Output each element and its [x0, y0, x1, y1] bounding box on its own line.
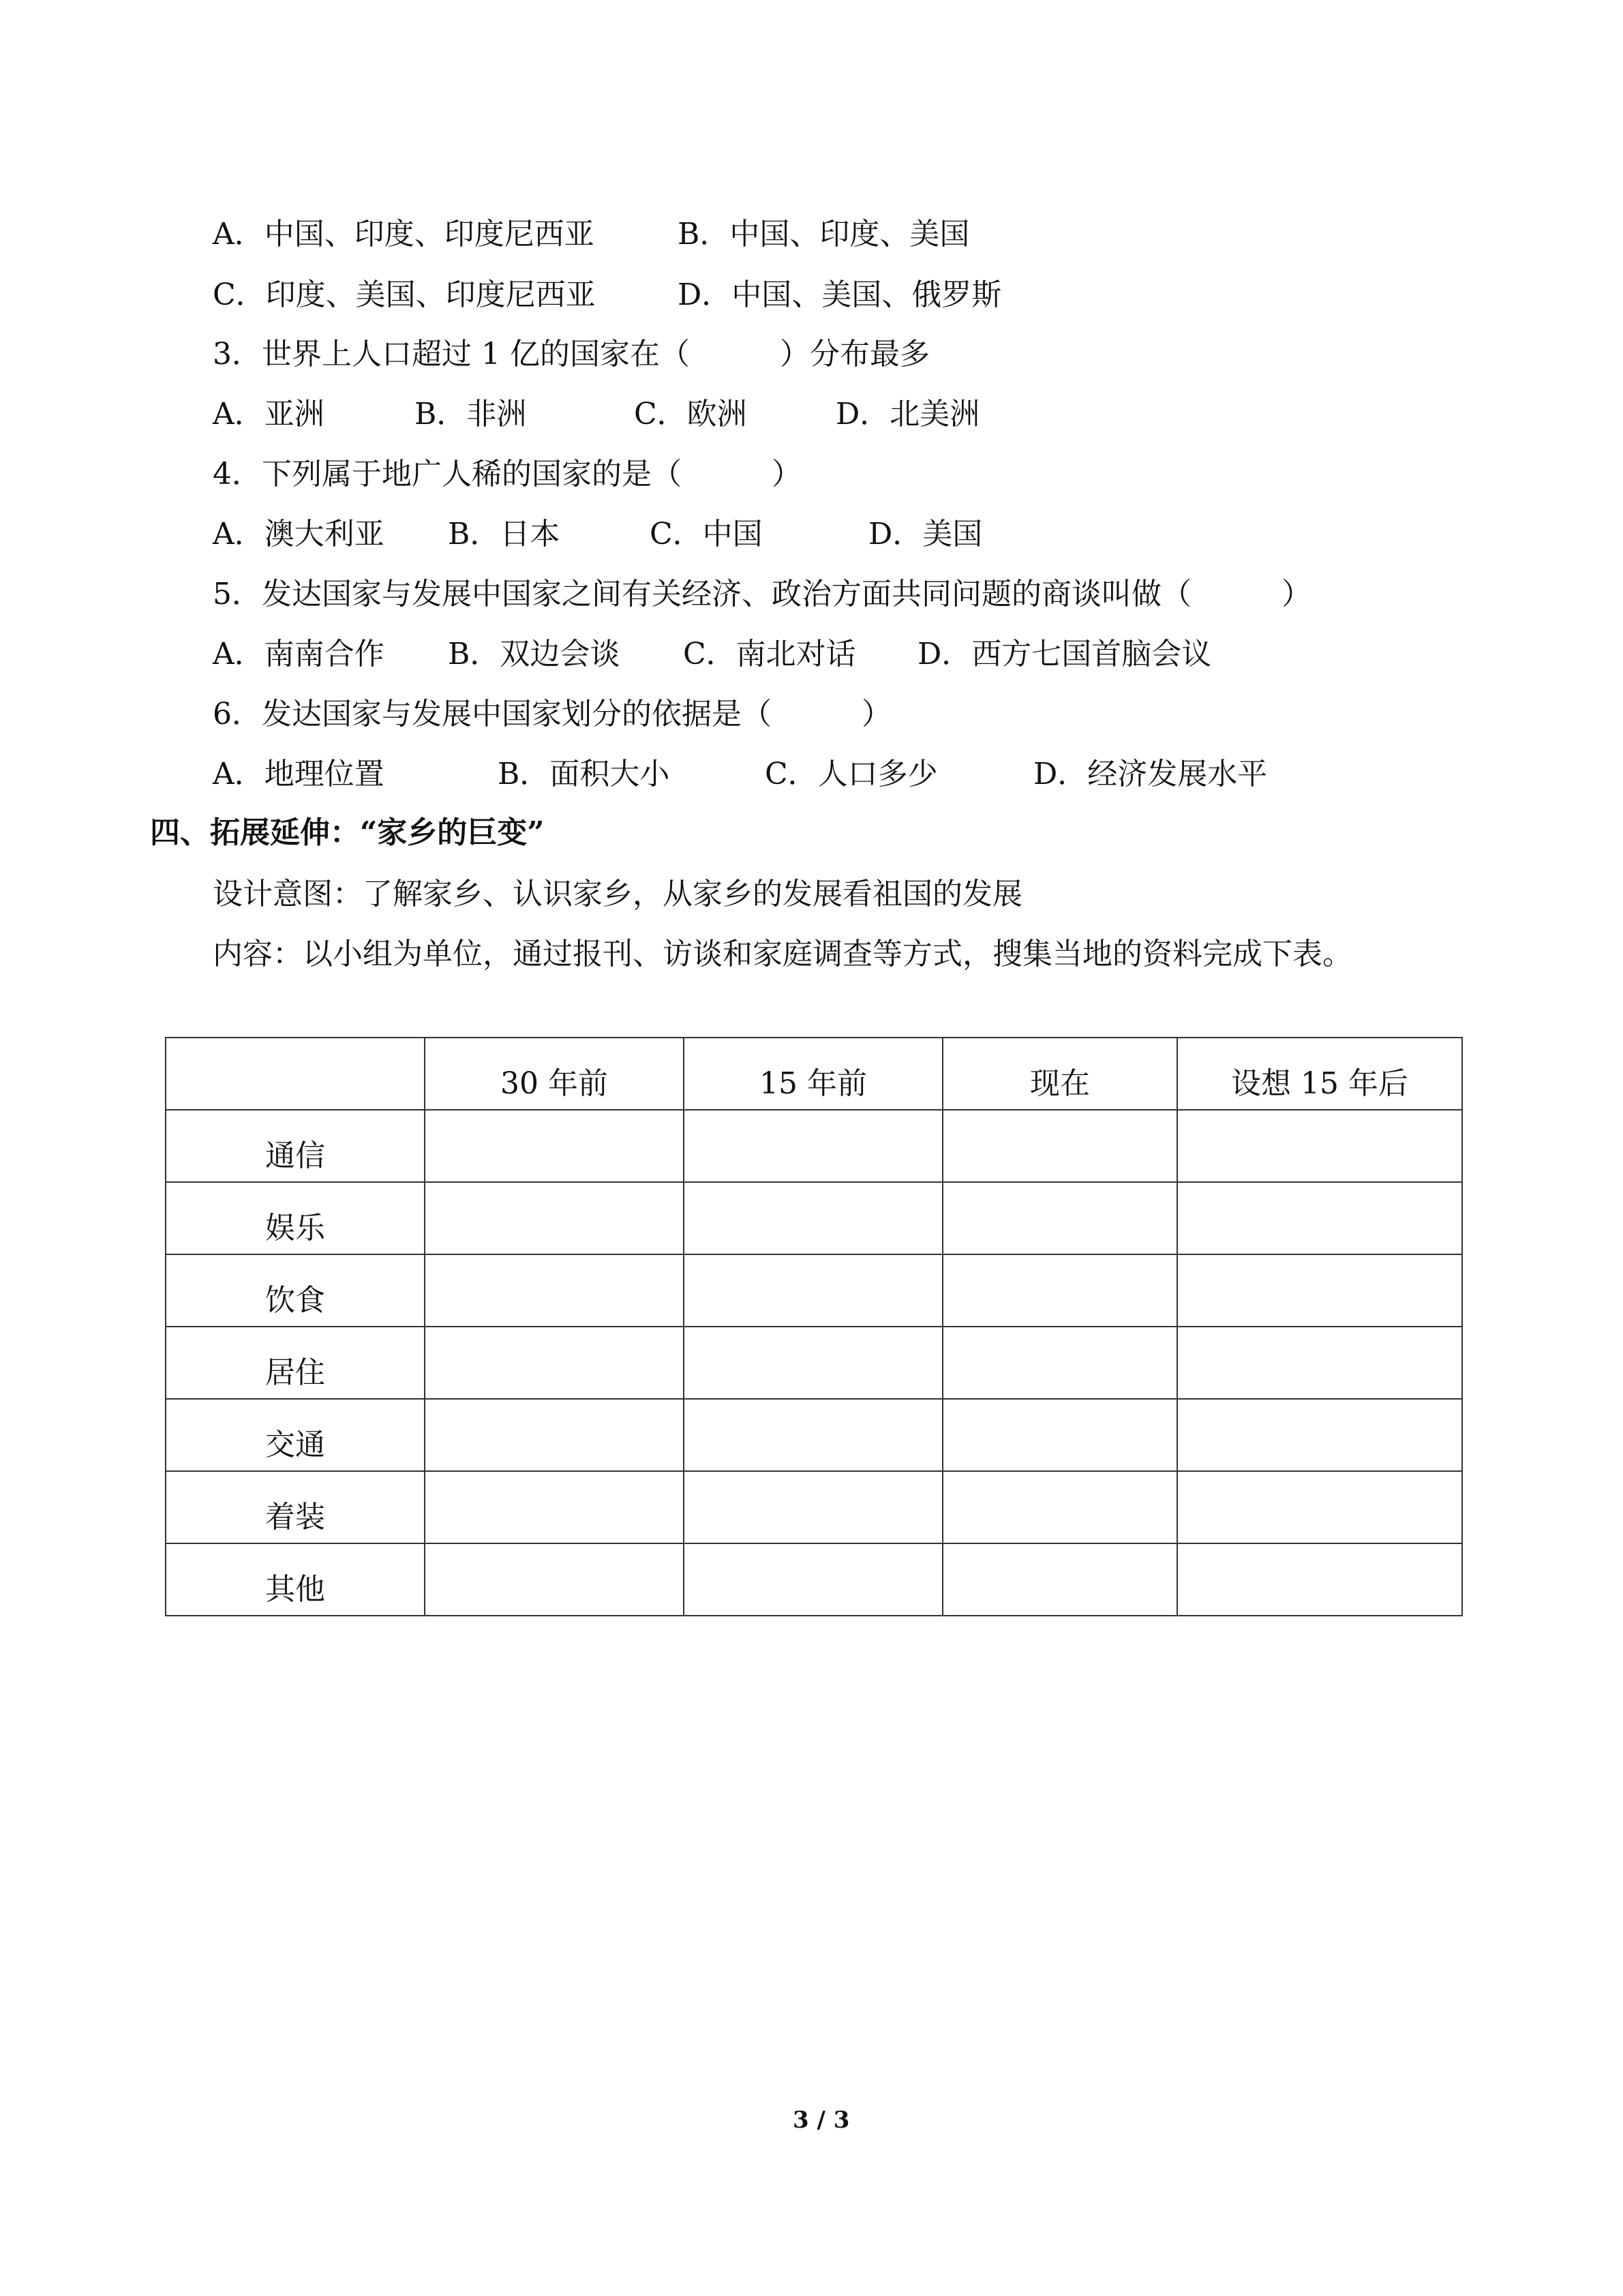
row-label: 着装 [166, 1471, 425, 1543]
row-label: 娱乐 [166, 1182, 425, 1254]
table-cell [425, 1254, 684, 1327]
table-cell [684, 1254, 943, 1327]
table-cell [684, 1399, 943, 1471]
q4-option-d: D．美国 [868, 517, 983, 552]
table-header-cell: 设想 15 年后 [1177, 1038, 1462, 1110]
q2-option-row-2 [213, 275, 1440, 316]
q4-options [213, 514, 1440, 555]
table-row [166, 1182, 1462, 1254]
table-cell [425, 1543, 684, 1616]
row-label: 饮食 [166, 1254, 425, 1327]
table-cell [1177, 1399, 1462, 1471]
design-intent: 设计意图：了解家乡、认识家乡，从家乡的发展看祖国的发展 [213, 877, 1022, 911]
row-label: 居住 [166, 1327, 425, 1399]
table-cell [684, 1327, 943, 1399]
table-cell [943, 1471, 1177, 1543]
q6-option-d: D．经济发展水平 [1033, 757, 1268, 791]
table-cell [425, 1110, 684, 1182]
table-cell [425, 1327, 684, 1399]
table-cell [684, 1182, 943, 1254]
table-cell [943, 1254, 1177, 1327]
table-cell [425, 1471, 684, 1543]
table-cell [425, 1182, 684, 1254]
table-cell [425, 1399, 684, 1471]
table-cell [684, 1110, 943, 1182]
row-label: 通信 [166, 1110, 425, 1182]
table-row [166, 1399, 1462, 1471]
q5-option-a: A．南南合作 [213, 637, 384, 671]
q4-option-c: C．中国 [650, 517, 763, 552]
q4-option-a: A．澳大利亚 [213, 517, 384, 552]
table-cell [1177, 1543, 1462, 1616]
q4-stem: 4．下列属于地广人稀的国家的是（ ） [213, 457, 802, 492]
page-number: 3 / 3 [793, 2106, 850, 2134]
q5-stem: 5．发达国家与发展中国家之间有关经济、政治方面共同问题的商谈叫做（ ） [213, 577, 1311, 611]
table-cell [1177, 1254, 1462, 1327]
table-row [166, 1110, 1462, 1182]
table-header-cell [166, 1038, 425, 1110]
table-row [166, 1471, 1462, 1543]
table-cell [943, 1543, 1177, 1616]
table-row [166, 1543, 1462, 1616]
row-label: 其他 [166, 1543, 425, 1616]
table-cell [943, 1327, 1177, 1399]
table-cell [684, 1543, 943, 1616]
q5-options [213, 634, 1440, 675]
table-cell [943, 1399, 1177, 1471]
q6-stem: 6．发达国家与发展中国家划分的依据是（ ） [213, 697, 892, 731]
q3-stem: 3．世界上人口超过 1 亿的国家在（ ）分布最多 [213, 337, 930, 372]
q2-option-d: D．中国、美国、俄罗斯 [678, 277, 1002, 312]
table-cell [684, 1471, 943, 1543]
q3-option-b: B．非洲 [414, 397, 527, 432]
table-cell [943, 1110, 1177, 1182]
table-cell [1177, 1110, 1462, 1182]
q3-option-a: A．亚洲 [213, 397, 324, 432]
q4-option-b: B．日本 [448, 517, 560, 552]
q6-option-b: B．面积大小 [498, 757, 670, 791]
section-heading: 四、拓展延伸：“家乡的巨变” [150, 815, 545, 850]
table-cell [1177, 1327, 1462, 1399]
table-header-cell: 15 年前 [684, 1038, 943, 1110]
q5-option-d: D．西方七国首脑会议 [917, 637, 1212, 671]
table-cell [943, 1182, 1177, 1254]
q3-option-d: D．北美洲 [836, 397, 980, 432]
hometown-change-table [165, 1037, 1463, 1616]
q5-option-b: B．双边会谈 [448, 637, 620, 671]
table-header-row [166, 1038, 1462, 1110]
q6-option-c: C．人口多少 [765, 757, 938, 791]
q2-option-c: C．印度、美国、印度尼西亚 [213, 277, 596, 312]
table-cell [1177, 1182, 1462, 1254]
table-header-cell: 现在 [943, 1038, 1177, 1110]
table-cell [1177, 1471, 1462, 1543]
q6-option-a: A．地理位置 [213, 757, 384, 791]
table-row [166, 1327, 1462, 1399]
row-label: 交通 [166, 1399, 425, 1471]
content-instruction: 内容：以小组为单位，通过报刊、访谈和家庭调查等方式，搜集当地的资料完成下表。 [213, 937, 1352, 971]
q3-options [213, 394, 1440, 435]
q6-options [213, 754, 1440, 795]
q2-option-a: A．中国、印度、印度尼西亚 [213, 217, 594, 252]
q2-option-row-1 [213, 214, 1440, 255]
q3-option-c: C．欧洲 [634, 397, 747, 432]
q2-option-b: B．中国、印度、美国 [678, 217, 970, 252]
table-row [166, 1254, 1462, 1327]
table-header-cell: 30 年前 [425, 1038, 684, 1110]
q5-option-c: C．南北对话 [683, 637, 856, 671]
